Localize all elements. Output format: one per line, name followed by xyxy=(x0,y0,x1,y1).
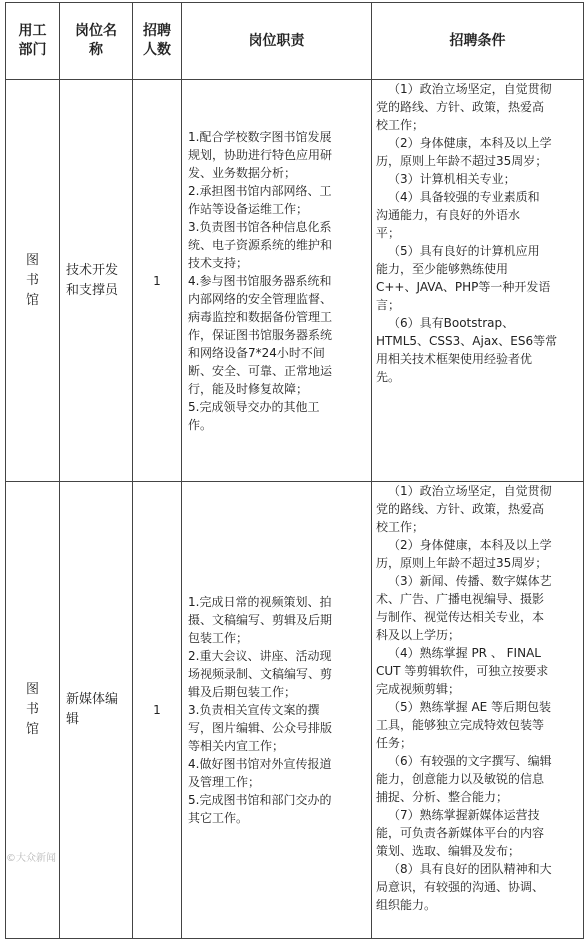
header-post-line: 称 xyxy=(89,42,103,58)
req-line: HTML5、CSS3、Ajax、ES6等常 xyxy=(376,334,558,348)
req-line: 术、广告、广播电视编导、摄影 xyxy=(376,592,545,606)
post-line: 辑 xyxy=(66,712,80,727)
req-line: 策划、选取、编辑及发布； xyxy=(376,844,521,858)
duty-line: 断、安全、可靠、正常地运 xyxy=(188,363,333,378)
watermark: ©大众新闻 xyxy=(6,853,56,864)
reqs-cell xyxy=(372,80,584,482)
req-line: 言； xyxy=(376,298,401,312)
req-line: 沟通能力，有良好的外语水 xyxy=(376,208,521,222)
duty-line: 辑及后期包装工作； xyxy=(188,685,297,699)
req-line: （3）计算机相关专业； xyxy=(388,172,516,186)
header-duties: 岗位职责 xyxy=(182,3,372,80)
header-post-line: 岗位名 xyxy=(75,23,117,39)
duty-line: 发、业务数据分析； xyxy=(188,165,297,180)
duty-line: 场视频录制、文稿编写、剪 xyxy=(188,667,333,681)
req-line: （6）有较强的文字撰写、编辑 xyxy=(388,754,552,768)
dept-char: 图 xyxy=(25,682,39,697)
req-line: 科及以上学历； xyxy=(376,628,461,642)
duty-line: 病毒监控和数据备份管理工 xyxy=(188,309,333,324)
post-cell xyxy=(60,482,133,939)
req-line: （5）熟练掌握 AE 等后期包装 xyxy=(388,700,552,714)
table-row xyxy=(6,482,584,939)
duty-line: 其它工作。 xyxy=(188,811,249,825)
count-cell: 1 xyxy=(133,482,182,939)
duty-line: 4.做好图书馆对外宣传报道 xyxy=(188,757,332,771)
duty-line: 1.配合学校数字图书馆发展 xyxy=(188,129,332,144)
dept-char: 书 xyxy=(25,702,39,717)
req-line: （8）具有良好的团队精神和大 xyxy=(388,862,552,876)
req-line: 工具，能够独立完成特效包装等 xyxy=(376,718,545,732)
req-line: 历，原则上年龄不超过35周岁； xyxy=(376,154,548,168)
req-line: 捕捉、分析、整合能力； xyxy=(376,790,509,804)
req-line: 党的路线、方针、政策，热爱高 xyxy=(376,502,545,516)
req-line: 任务； xyxy=(376,736,413,750)
req-line: 组织能力。 xyxy=(376,898,437,912)
duty-line: 5.完成领导交办的其他工 xyxy=(188,399,320,414)
req-line: （4）熟练掌握 PR 、 FINAL xyxy=(388,646,541,660)
duty-line: 摄、文稿编写、剪辑及后期 xyxy=(188,613,333,627)
duties-cell xyxy=(182,80,372,482)
req-line: （3）新闻、传播、数字媒体艺 xyxy=(388,574,552,588)
duty-line: 3.负责图书馆各种信息化系 xyxy=(188,219,332,234)
duty-line: 作，保证图书馆服务器系统 xyxy=(188,327,333,342)
req-line: 平； xyxy=(376,226,401,240)
dept-char: 图 xyxy=(25,252,39,268)
duty-line: 和网络设备7*24小时不间 xyxy=(188,345,325,360)
duty-line: 2.重大会议、讲座、活动现 xyxy=(188,649,332,663)
req-line: （4）具备较强的专业素质和 xyxy=(388,190,540,204)
req-line: 党的路线、方针、政策，热爱高 xyxy=(376,100,545,114)
duty-line: 内部网络的安全管理监督、 xyxy=(188,291,333,306)
duty-line: 及管理工作； xyxy=(188,775,261,789)
duty-line: 规划，协助进行特色应用研 xyxy=(188,147,333,162)
dept-char: 书 xyxy=(25,272,39,288)
dept-char: 馆 xyxy=(25,292,39,308)
req-line: （2）身体健康，本科及以上学 xyxy=(388,538,552,552)
duty-line: 1.完成日常的视频策划、拍 xyxy=(188,595,332,609)
duty-line: 包装工作； xyxy=(188,631,249,645)
req-line: （7）熟练掌握新媒体运营技 xyxy=(388,808,540,822)
header-dept-line: 部门 xyxy=(18,42,47,58)
reqs-cell xyxy=(372,482,584,939)
header-row xyxy=(6,3,584,80)
header-dept-line: 用工 xyxy=(18,23,47,39)
req-line: 用相关技术框架使用经验者优 xyxy=(376,352,533,366)
duty-line: 4.参与图书馆服务器系统和 xyxy=(188,273,332,288)
duty-line: 统、电子资源系统的维护和 xyxy=(188,237,333,252)
duty-line: 作站等设备运维工作； xyxy=(188,201,309,216)
req-line: （2）身体健康，本科及以上学 xyxy=(388,136,552,150)
count-cell: 1 xyxy=(133,80,182,482)
header-post xyxy=(60,3,133,80)
post-line: 技术开发 xyxy=(66,262,119,278)
duty-line: 等相关内宣工作； xyxy=(188,739,285,753)
post-line: 和支撑员 xyxy=(66,282,119,298)
recruitment-table xyxy=(5,2,584,939)
table-row xyxy=(6,80,584,482)
duties-cell xyxy=(182,482,372,939)
header-count-line: 招聘 xyxy=(143,23,171,39)
dept-cell xyxy=(6,80,60,482)
duty-line: 行，能及时修复故障； xyxy=(188,381,309,396)
req-line: （1）政治立场坚定，自觉贯彻 xyxy=(388,82,552,96)
duty-line: 技术支持； xyxy=(188,255,249,270)
req-line: （6）具有Bootstrap、 xyxy=(388,316,515,330)
req-line: 历，原则上年龄不超过35周岁； xyxy=(376,556,548,570)
duty-line: 2.承担图书馆内部网络、工 xyxy=(188,183,332,198)
duty-line: 5.完成图书馆和部门交办的 xyxy=(188,793,332,807)
req-line: CUT 等剪辑软件，可独立按要求 xyxy=(376,664,549,678)
header-count-line: 人数 xyxy=(143,42,171,58)
post-cell xyxy=(60,80,133,482)
dept-char: 馆 xyxy=(25,722,39,737)
req-line: 能，可负责各新媒体平台的内容 xyxy=(376,826,545,840)
req-line: （1）政治立场坚定，自觉贯彻 xyxy=(388,484,552,498)
header-reqs: 招聘条件 xyxy=(372,3,584,80)
req-line: 校工作； xyxy=(376,118,425,132)
req-line: （5）具有良好的计算机应用 xyxy=(388,244,540,258)
duty-line: 3.负责相关宣传文案的撰 xyxy=(188,703,320,717)
header-count xyxy=(133,3,182,80)
req-line: 完成视频剪辑； xyxy=(376,682,461,696)
duty-line: 作。 xyxy=(188,417,213,432)
dept-cell xyxy=(6,482,60,939)
req-line: C++、JAVA、PHP等一种开发语 xyxy=(376,280,551,294)
req-line: 能力，创意能力以及敏锐的信息 xyxy=(376,772,545,786)
req-line: 与制作、视觉传达相关专业，本 xyxy=(376,610,545,624)
req-line: 能力，至少能够熟练使用 xyxy=(376,262,509,276)
req-line: 先。 xyxy=(376,370,401,384)
header-dept xyxy=(6,3,60,80)
req-line: 局意识，有较强的沟通、协调、 xyxy=(376,880,545,894)
post-line: 新媒体编 xyxy=(66,692,119,707)
duty-line: 写，图片编辑、公众号排版 xyxy=(188,721,333,735)
req-line: 校工作； xyxy=(376,520,425,534)
